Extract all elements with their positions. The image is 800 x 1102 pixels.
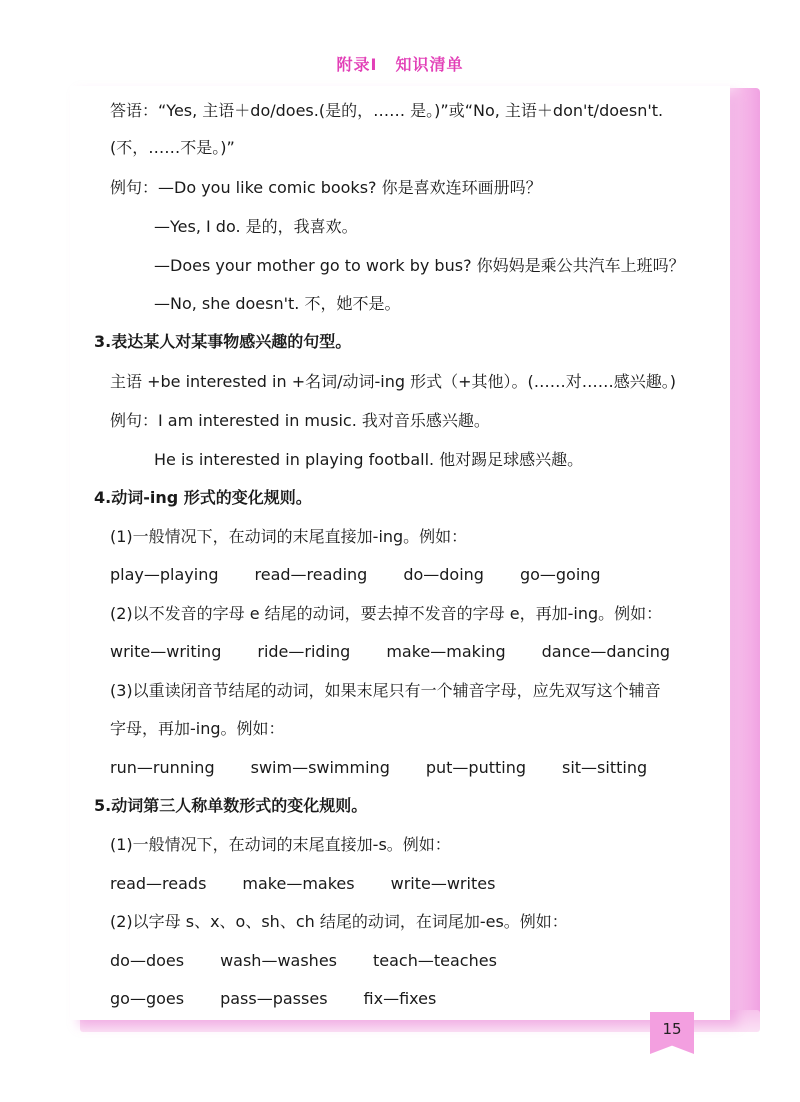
example-answer-1: —Yes, I do. 是的，我喜欢。 <box>154 217 358 236</box>
ing-examples-3 <box>110 757 683 779</box>
word-pair: run—running <box>110 758 215 777</box>
appendix-label: 附录Ⅰ <box>336 55 378 74</box>
word-pair: write—writing <box>110 642 222 661</box>
ing-rule-2: (2)以不发音的字母 e 结尾的动词，要去掉不发音的字母 e，再加-ing。例如： <box>110 604 663 623</box>
word-pair: ride—riding <box>257 642 351 661</box>
third-person-rule-1: (1)一般情况下，在动词的末尾直接加-s。例如： <box>110 835 451 854</box>
word-pair: go—goes <box>110 989 185 1008</box>
interested-example-1: 例句：I am interested in music. 我对音乐感兴趣。 <box>110 411 490 430</box>
header-title: 知识清单 <box>395 55 464 74</box>
answer-pattern-line-cont: (不，……不是。)” <box>110 138 235 157</box>
word-pair: read—reads <box>110 874 207 893</box>
ing-rule-3-cont: 字母，再加-ing。例如： <box>110 719 285 738</box>
word-pair: teach—teaches <box>373 951 497 970</box>
word-pair: do—does <box>110 951 185 970</box>
word-pair: fix—fixes <box>363 989 437 1008</box>
word-pair: read—reading <box>254 565 368 584</box>
word-pair: play—playing <box>110 565 219 584</box>
third-person-examples-3 <box>110 988 472 1010</box>
word-pair: make—making <box>386 642 506 661</box>
word-pair: do—doing <box>403 565 484 584</box>
ing-rule-3: (3)以重读闭音节结尾的动词，如果末尾只有一个辅音字母，应先双写这个辅音 <box>110 681 661 700</box>
third-person-examples-2 <box>110 950 533 972</box>
word-pair: make—makes <box>242 874 355 893</box>
section-heading-3: 3.表达某人对某事物感兴趣的句型。 <box>94 332 352 351</box>
third-person-rule-2: (2)以字母 s、x、o、sh、ch 结尾的动词，在词尾加-es。例如： <box>110 912 568 931</box>
example-question-2: —Does your mother go to work by bus? 你妈妈是乘公共汽车上班吗？ <box>154 256 685 275</box>
third-person-examples-1 <box>110 873 531 895</box>
answer-pattern-line: 答语：“Yes, 主语＋do/does.(是的，…… 是。)”或“No, 主语＋don't/doesn't. <box>110 101 664 120</box>
section-heading-4: 4.动词-ing 形式的变化规则。 <box>94 488 312 507</box>
example-answer-2: —No, she doesn't. 不，她不是。 <box>154 294 401 313</box>
word-pair: dance—dancing <box>541 642 671 661</box>
word-pair: write—writes <box>390 874 496 893</box>
page-number: 15 <box>662 1020 682 1038</box>
ing-examples-2 <box>110 641 706 663</box>
word-pair: put—putting <box>425 758 526 777</box>
word-pair: wash—washes <box>220 951 337 970</box>
ing-examples-1 <box>110 564 637 586</box>
word-pair: swim—swimming <box>250 758 390 777</box>
section-heading-5: 5.动词第三人称单数形式的变化规则。 <box>94 796 368 815</box>
word-pair: sit—sitting <box>562 758 648 777</box>
word-pair: pass—passes <box>220 989 328 1008</box>
word-pair: go—going <box>519 565 601 584</box>
ing-rule-1: (1)一般情况下，在动词的末尾直接加-ing。例如： <box>110 527 468 546</box>
interested-pattern: 主语 +be interested in +名词/动词-ing 形式（+其他）。(……对……感兴趣。) <box>110 372 677 391</box>
interested-example-2: He is interested in playing football. 他对踢足球感兴趣。 <box>154 450 584 469</box>
example-question-1: 例句：—Do you like comic books? 你是喜欢连环画册吗？ <box>110 178 542 197</box>
